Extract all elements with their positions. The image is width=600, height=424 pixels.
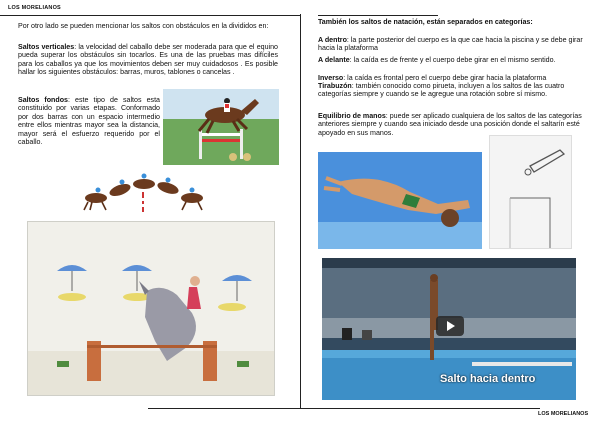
header-rule bbox=[0, 15, 300, 16]
intro-paragraph: Por otro lado se pueden mencionar los saltos con obstáculos en la divididos en: bbox=[18, 22, 269, 30]
saltos-verticales-term: Saltos verticales bbox=[18, 43, 75, 51]
saltos-verticales-text: : la velocidad del caballo debe ser moderada para que el equino pueda superar los obstáculos sin tocarlos. Es una de las pruebas mas difíciles para los caballos ya que los movimientos deben ser muy cuidadosos . Es posible hallar los siguientes obstáculos: barras, muros, tablones o cancelas . bbox=[18, 43, 278, 77]
diver-photo bbox=[318, 152, 482, 249]
a-delante-term: A delante bbox=[318, 56, 350, 64]
column-divider bbox=[300, 14, 301, 408]
tirabuzon-text: : también conocido como pirueta, incluyen a los saltos de las cuatro categorías siempre y cuando se le agregue una rotación sobre sí mismo. bbox=[318, 82, 565, 99]
equilibrio-manos-paragraph bbox=[318, 112, 586, 137]
a-delante-text: : la caída es de frente y el cuerpo debe girar en el mismo sentido. bbox=[349, 56, 556, 64]
video-caption: Salto hacia dentro bbox=[440, 373, 536, 385]
a-delante-paragraph bbox=[318, 56, 586, 64]
saltos-fondos-text: : este tipo de saltos esta constituido por varias etapas. Conformado por dos barras con un espacio intermedio entre ellos mientras mayor sea la distancia, mayor será el esfuerzo requerido por el caballo. bbox=[18, 96, 160, 147]
header-rule-right bbox=[318, 15, 438, 16]
inverso-text: : la caída es frontal pero el cuerpo debe girar hacia la plataforma bbox=[343, 74, 547, 82]
video-player[interactable] bbox=[322, 258, 576, 400]
play-button-icon[interactable] bbox=[436, 316, 464, 336]
natacion-heading-text: También los saltos de natación, están separados en categorías: bbox=[318, 18, 533, 26]
footer-rule bbox=[148, 408, 540, 409]
inverso-term: Inverso bbox=[318, 74, 344, 82]
horse-jump-photo bbox=[163, 89, 279, 165]
equilibrio-manos-term: Equilibrio de manos bbox=[318, 112, 386, 120]
saltos-fondos-paragraph bbox=[18, 96, 160, 146]
a-dentro-text: : la parte posterior del cuerpo es la que cae hacia la piscina y se debe girar hacia la plataforma bbox=[318, 36, 583, 53]
saltos-fondos-term: Saltos fondos bbox=[18, 96, 68, 104]
tirabuzon-paragraph bbox=[318, 82, 586, 99]
child-drawing-horse-jump bbox=[27, 221, 275, 396]
a-dentro-term: A dentro bbox=[318, 36, 347, 44]
footer-title: LOS MORELIANOS bbox=[538, 411, 589, 417]
horse-jump-sequence bbox=[78, 172, 213, 212]
header-title: LOS MORELIANOS bbox=[8, 5, 61, 11]
equilibrio-manos-text: : puede ser aplicado cualquiera de los saltos de las categorías anteriores siempre y cuando sea iniciado desde una posición donde el saltarín esté apoyado en sus manos. bbox=[318, 112, 582, 137]
saltos-verticales-paragraph bbox=[18, 43, 278, 77]
a-dentro-paragraph bbox=[318, 36, 586, 53]
diver-sketch bbox=[489, 135, 572, 249]
natacion-heading bbox=[318, 18, 588, 26]
tirabuzon-term: Tirabuzón bbox=[318, 82, 352, 90]
